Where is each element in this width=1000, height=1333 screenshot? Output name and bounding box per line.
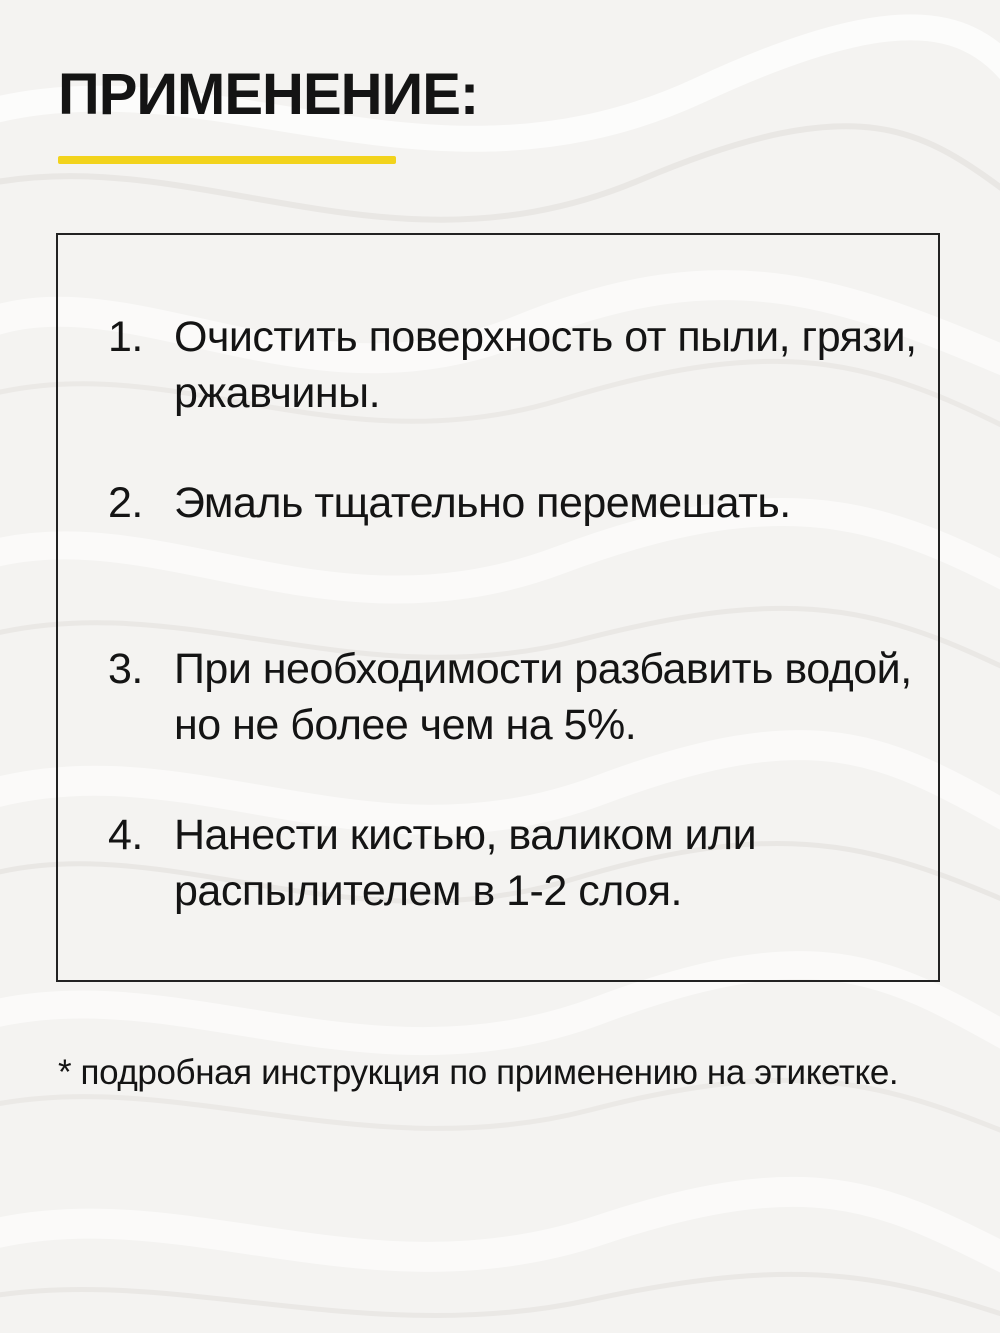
step-item xyxy=(108,807,928,919)
step-text: Очистить поверхность от пыли, грязи, ржавчины. xyxy=(174,313,917,417)
step-text: При необходимости разбавить водой, но не более чем на 5%. xyxy=(174,645,912,749)
footnote: * подробная инструкция по применению на этикетке. xyxy=(58,1053,899,1092)
step-item xyxy=(108,475,928,531)
step-number: 1. xyxy=(108,313,143,361)
instructions-box xyxy=(56,233,940,982)
step-number: 4. xyxy=(108,811,143,859)
step-item xyxy=(108,641,928,753)
step-text: Нанести кистью, валиком или распылителем в 1-2 слоя. xyxy=(174,811,757,915)
page-title: ПРИМЕНЕНИЕ: xyxy=(58,62,479,127)
step-text: Эмаль тщательно перемешать. xyxy=(174,479,791,527)
title-underline xyxy=(58,156,396,164)
step-number: 3. xyxy=(108,645,143,693)
step-item xyxy=(108,309,928,421)
step-number: 2. xyxy=(108,479,143,527)
